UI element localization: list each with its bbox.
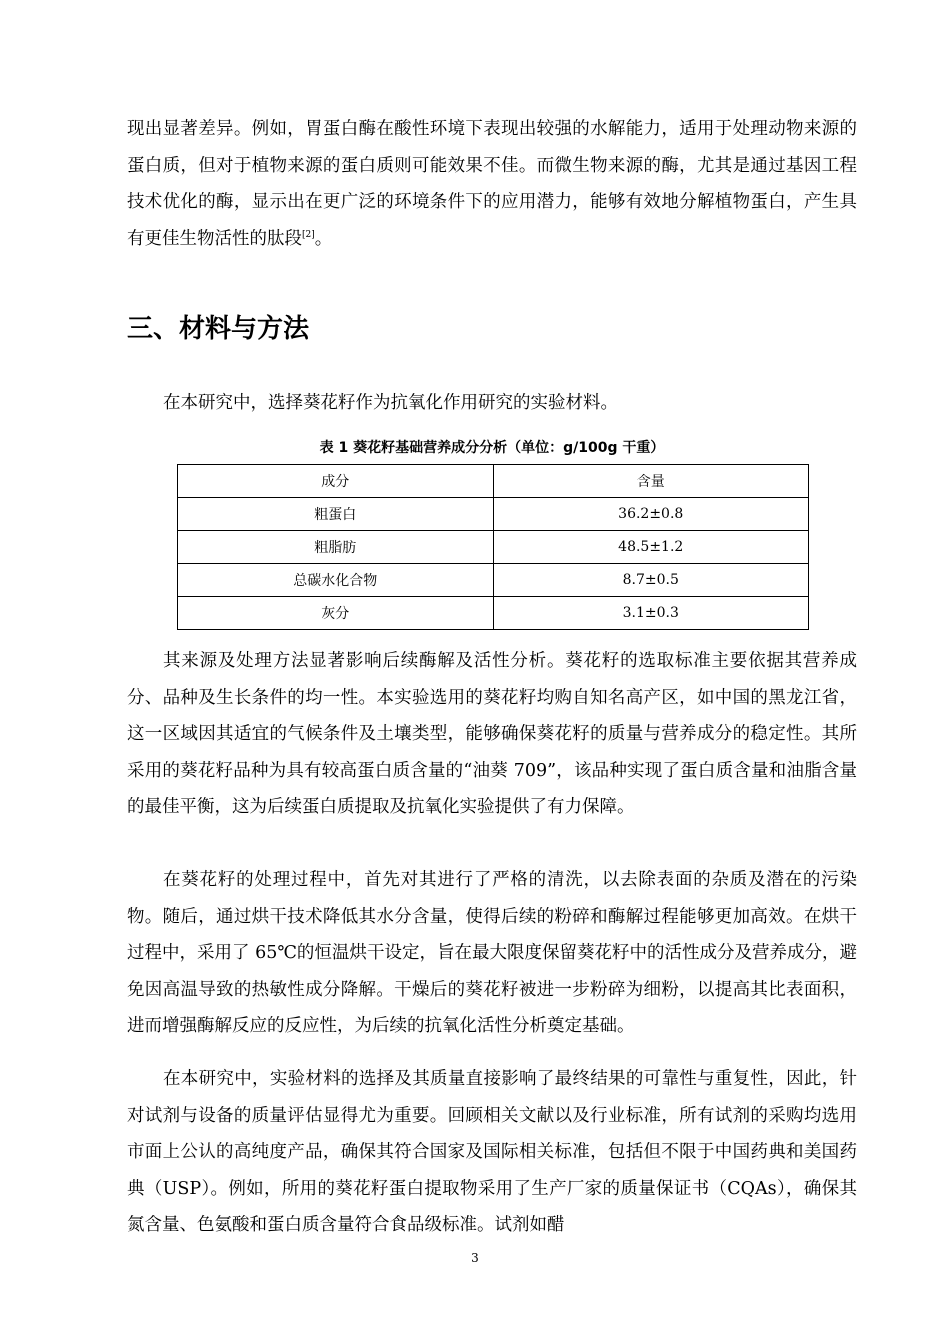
section-lead-paragraph: 在本研究中，选择葵花籽作为抗氧化作用研究的实验材料。 <box>163 393 618 413</box>
intro-paragraph-text: 现出显著差异。例如，胃蛋白酶在酸性环境下表现出较强的水解能力，适用于处理动物来源的蛋白质，但对于植物来源的蛋白质则可能效果不佳。而微生物来源的酶，尤其是通过基因工程技术优化的酶，显示出在更广泛的环境条件下的应用潜力，能够有效地分解植物蛋白，产生具有更佳生物活性的肽段 <box>127 119 857 249</box>
table-header-cell: 含量 <box>493 465 809 498</box>
table-cell: 粗脂肪 <box>178 531 494 564</box>
table-cell: 总碳水化合物 <box>178 564 494 597</box>
table-cell: 灰分 <box>178 597 494 630</box>
body-paragraph-source: 其来源及处理方法显著影响后续酶解及活性分析。葵花籽的选取标准主要依据其营养成分、品种及生长条件的均一性。本实验选用的葵花籽均购自知名高产区，如中国的黑龙江省，这一区域因其适宜的气候条件及土壤类型，能够确保葵花籽的质量与营养成分的稳定性。其所采用的葵花籽品种为具有较高蛋白质含量的“油葵 709”，该品种实现了蛋白质含量和油脂含量的最佳平衡，这为后续蛋白质提取及抗氧化实验提供了有力保障。 <box>127 651 857 817</box>
table-cell: 粗蛋白 <box>178 498 494 531</box>
intro-paragraph-end: 。 <box>314 228 333 249</box>
nutrition-table <box>177 464 809 630</box>
body-paragraph-reagents: 在本研究中，实验材料的选择及其质量直接影响了最终结果的可靠性与重复性，因此，针对试剂与设备的质量评估显得尤为重要。回顾相关文献以及行业标准，所有试剂的采购均选用市面上公认的高纯度产品，确保其符合国家及国际相关标准，包括但不限于中国药典和美国药典（USP）。例如，所用的葵花籽蛋白提取物采用了生产厂家的质量保证书（CQAs），确保其氮含量、色氨酸和蛋白质含量符合食品级标准。试剂如醋 <box>127 1069 857 1235</box>
body-paragraph-processing: 在葵花籽的处理过程中，首先对其进行了严格的清洗，以去除表面的杂质及潜在的污染物。随后，通过烘干技术降低其水分含量，使得后续的粉碎和酶解过程能够更加高效。在烘干过程中，采用了 65℃的恒温烘干设定，旨在最大限度保留葵花籽中的活性成分及营养成分，避免因高温导致的热敏性成分降解。干燥后的葵花籽被进一步粉碎为细粉，以提高其比表面积，进而增强酶解反应的反应性，为后续的抗氧化活性分析奠定基础。 <box>127 870 857 1036</box>
table-cell: 3.1±0.3 <box>493 597 809 630</box>
table-header-row <box>178 465 809 498</box>
table-row <box>178 498 809 531</box>
table-header-cell: 成分 <box>178 465 494 498</box>
table-cell: 36.2±0.8 <box>493 498 809 531</box>
table-cell: 8.7±0.5 <box>493 564 809 597</box>
page-number: 3 <box>471 1251 479 1265</box>
table-row <box>178 531 809 564</box>
section-heading: 三、材料与方法 <box>127 314 310 344</box>
table-row <box>178 564 809 597</box>
intro-paragraph <box>127 111 857 257</box>
table-row <box>178 597 809 630</box>
table-cell: 48.5±1.2 <box>493 531 809 564</box>
table-caption: 表 1 葵花籽基础营养成分分析（单位：g/100g 干重） <box>319 440 665 456</box>
citation-reference[interactable]: [2] <box>302 229 315 240</box>
